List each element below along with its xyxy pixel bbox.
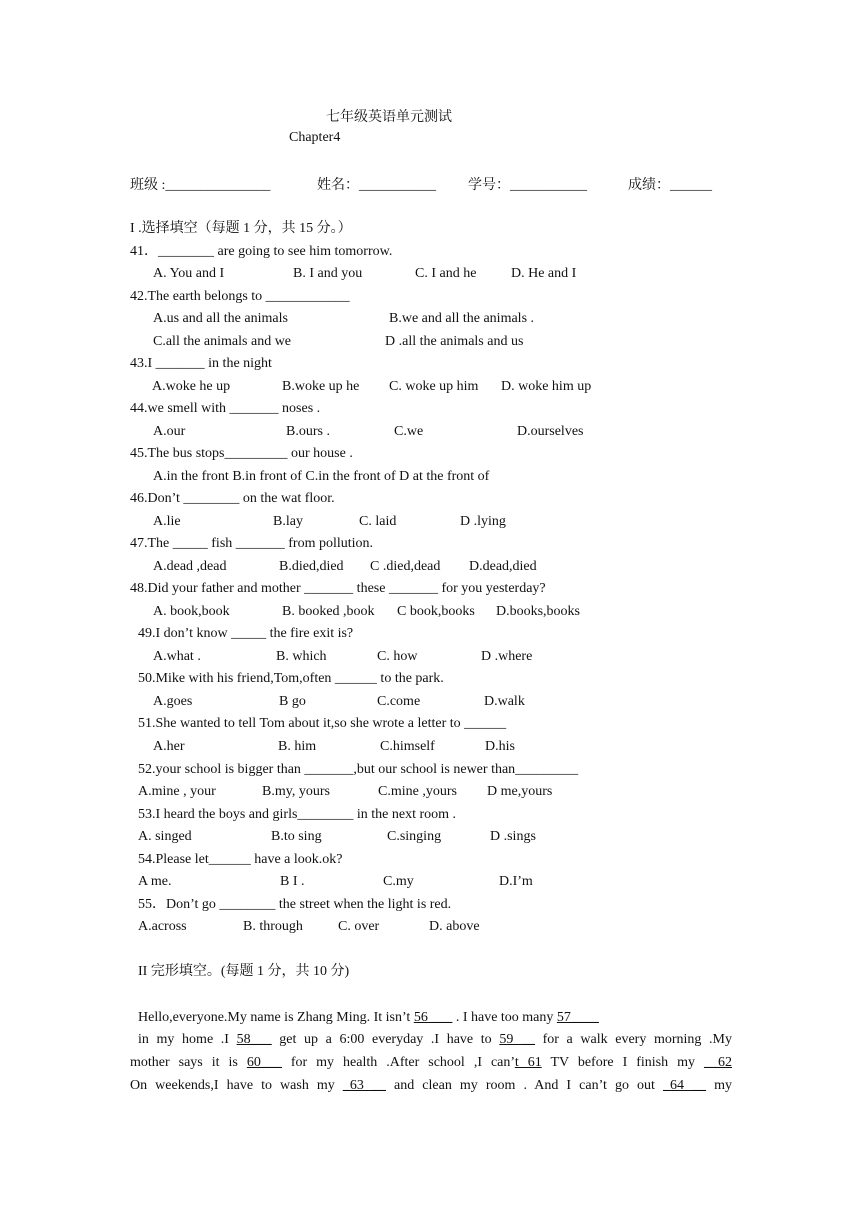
option-44-d: D.ourselves — [517, 424, 584, 439]
blank-59: 59 __ — [499, 1032, 535, 1047]
cloze-text: Hello,everyone.My name is Zhang Ming. It isn’t — [138, 1010, 414, 1025]
option-51-a: A.her — [153, 739, 185, 754]
option-43-d: D. woke him up — [501, 379, 592, 394]
option-41-d: D. He and I — [511, 266, 577, 281]
option-54-d: D.I’m — [499, 874, 533, 889]
question-46: 46.Don’t ________ on the wat floor. — [130, 491, 335, 506]
option-42-c: C.all the animals and we — [153, 334, 292, 349]
question-42: 42.The earth belongs to ____________ — [130, 289, 350, 304]
option-53-d: D .sings — [490, 829, 536, 844]
cloze-text: On weekends,I have to wash my — [130, 1078, 343, 1093]
option-46-d: D .lying — [460, 514, 506, 529]
cloze-line-2 — [138, 1029, 732, 1052]
question-48: 48.Did your father and mother _______ these _______ for you yesterday? — [130, 581, 546, 596]
option-52-c: C.mine ,yours — [378, 784, 457, 799]
page-subtitle: Chapter4 — [289, 130, 341, 145]
question-44: 44.we smell with _______ noses . — [130, 401, 321, 416]
blank-60: 60___ — [246, 1055, 282, 1070]
option-53-a: A. singed — [138, 829, 192, 844]
question-51: 51.She wanted to tell Tom about it,so she wrote a letter to ______ — [138, 716, 507, 731]
option-51-d: D.his — [485, 739, 515, 754]
blank-64: _64 __ — [662, 1078, 707, 1093]
cloze-line-4 — [130, 1075, 732, 1098]
blank-56: 56 ___ — [413, 1010, 453, 1025]
option-49-b: B. which — [276, 649, 327, 664]
question-49: 49.I don’t know _____ the fire exit is? — [138, 626, 354, 641]
option-44-b: B.ours . — [286, 424, 330, 439]
cloze-text: for my health .After school ,I can’ — [281, 1055, 515, 1070]
option-50-a: A.goes — [153, 694, 193, 709]
option-51-b: B. him — [278, 739, 317, 754]
blank-63: _63 __ — [342, 1078, 386, 1093]
option-46-b: B.lay — [273, 514, 303, 529]
option-45-all: A.in the front B.in front of C.in the front of D at the front of — [153, 469, 490, 484]
cloze-text: mother says it is — [130, 1055, 247, 1070]
option-41-c: C. I and he — [415, 266, 477, 281]
cloze-text: and clean my room . And I can’t go out — [385, 1078, 663, 1093]
question-41: 41．________ are going to see him tomorrow. — [130, 244, 393, 259]
blank-58: 58___ — [236, 1032, 272, 1047]
question-52: 52.your school is bigger than _______,but our school is newer than_________ — [138, 762, 579, 777]
option-55-a: A.across — [138, 919, 187, 934]
cloze-text: for a walk every morning .My — [534, 1032, 733, 1047]
option-42-d: D .all the animals and us — [385, 334, 524, 349]
option-48-b: B. booked ,book — [282, 604, 375, 619]
option-53-b: B.to sing — [271, 829, 322, 844]
option-50-b: B go — [279, 694, 306, 709]
option-47-d: D.dead,died — [469, 559, 537, 574]
score-field: 成绩：______ — [628, 178, 712, 193]
option-42-a: A.us and all the animals — [153, 311, 288, 326]
option-54-a: A me. — [138, 874, 172, 889]
cloze-text: in my home .I — [138, 1032, 237, 1047]
option-47-b: B.died,died — [279, 559, 344, 574]
option-43-a: A.woke he up — [152, 379, 231, 394]
option-46-c: C. laid — [359, 514, 397, 529]
option-53-c: C.singing — [387, 829, 442, 844]
cloze-text: . I have too many — [452, 1010, 557, 1025]
cloze-text: get up a 6:00 everyday .I have to — [271, 1032, 500, 1047]
option-52-a: A.mine , your — [138, 784, 216, 799]
option-42-b: B.we and all the animals . — [389, 311, 535, 326]
option-44-c: C.we — [394, 424, 424, 439]
cloze-text: my — [706, 1078, 733, 1093]
option-48-c: C book,books — [397, 604, 475, 619]
option-55-d: D. above — [429, 919, 480, 934]
option-51-c: C.himself — [380, 739, 435, 754]
question-55: 55．Don’t go ________ the street when the light is red. — [138, 897, 452, 912]
option-44-a: A.our — [153, 424, 186, 439]
section2-title: II 完形填空。(每题 1 分，共 10 分) — [138, 964, 350, 979]
option-43-b: B.woke up he — [282, 379, 360, 394]
blank-57: 57____ — [556, 1010, 599, 1025]
number-field: 学号：___________ — [468, 178, 587, 193]
question-43: 43.I _______ in the night — [130, 356, 272, 371]
option-49-c: C. how — [377, 649, 418, 664]
cloze-line-3 — [130, 1052, 732, 1075]
option-54-b: B I . — [280, 874, 305, 889]
name-field: 姓名：___________ — [317, 178, 436, 193]
option-41-b: B. I and you — [293, 266, 363, 281]
blank-61: t 61 — [514, 1055, 542, 1070]
option-49-d: D .where — [481, 649, 533, 664]
section1-title: I .选择填空（每题 1 分，共 15 分。） — [130, 221, 352, 236]
question-45: 45.The bus stops_________ our house . — [130, 446, 353, 461]
cloze-line-1 — [138, 1008, 599, 1028]
option-54-c: C.my — [383, 874, 414, 889]
option-55-b: B. through — [243, 919, 303, 934]
option-52-b: B.my, yours — [262, 784, 330, 799]
option-55-c: C. over — [338, 919, 380, 934]
question-47: 47.The _____ fish _______ from pollution. — [130, 536, 374, 551]
question-53: 53.I heard the boys and girls________ in the next room . — [138, 807, 457, 822]
cloze-text: TV before I finish my — [541, 1055, 705, 1070]
option-46-a: A.lie — [153, 514, 181, 529]
option-43-c: C. woke up him — [389, 379, 479, 394]
class-field: 班级 :_______________ — [130, 178, 271, 193]
option-47-c: C .died,dead — [370, 559, 441, 574]
option-52-d: D me,yours — [487, 784, 553, 799]
option-50-c: C.come — [377, 694, 421, 709]
option-47-a: A.dead ,dead — [153, 559, 227, 574]
question-54: 54.Please let______ have a look.ok? — [138, 852, 343, 867]
page-title: 七年级英语单元测试 — [326, 110, 452, 125]
option-48-d: D.books,books — [496, 604, 581, 619]
question-50: 50.Mike with his friend,Tom,often ______ to the park. — [138, 671, 444, 686]
option-48-a: A. book,book — [153, 604, 230, 619]
option-41-a: A. You and I — [153, 266, 225, 281]
option-50-d: D.walk — [484, 694, 525, 709]
option-49-a: A.what . — [153, 649, 201, 664]
blank-62: __62 — [704, 1055, 733, 1070]
